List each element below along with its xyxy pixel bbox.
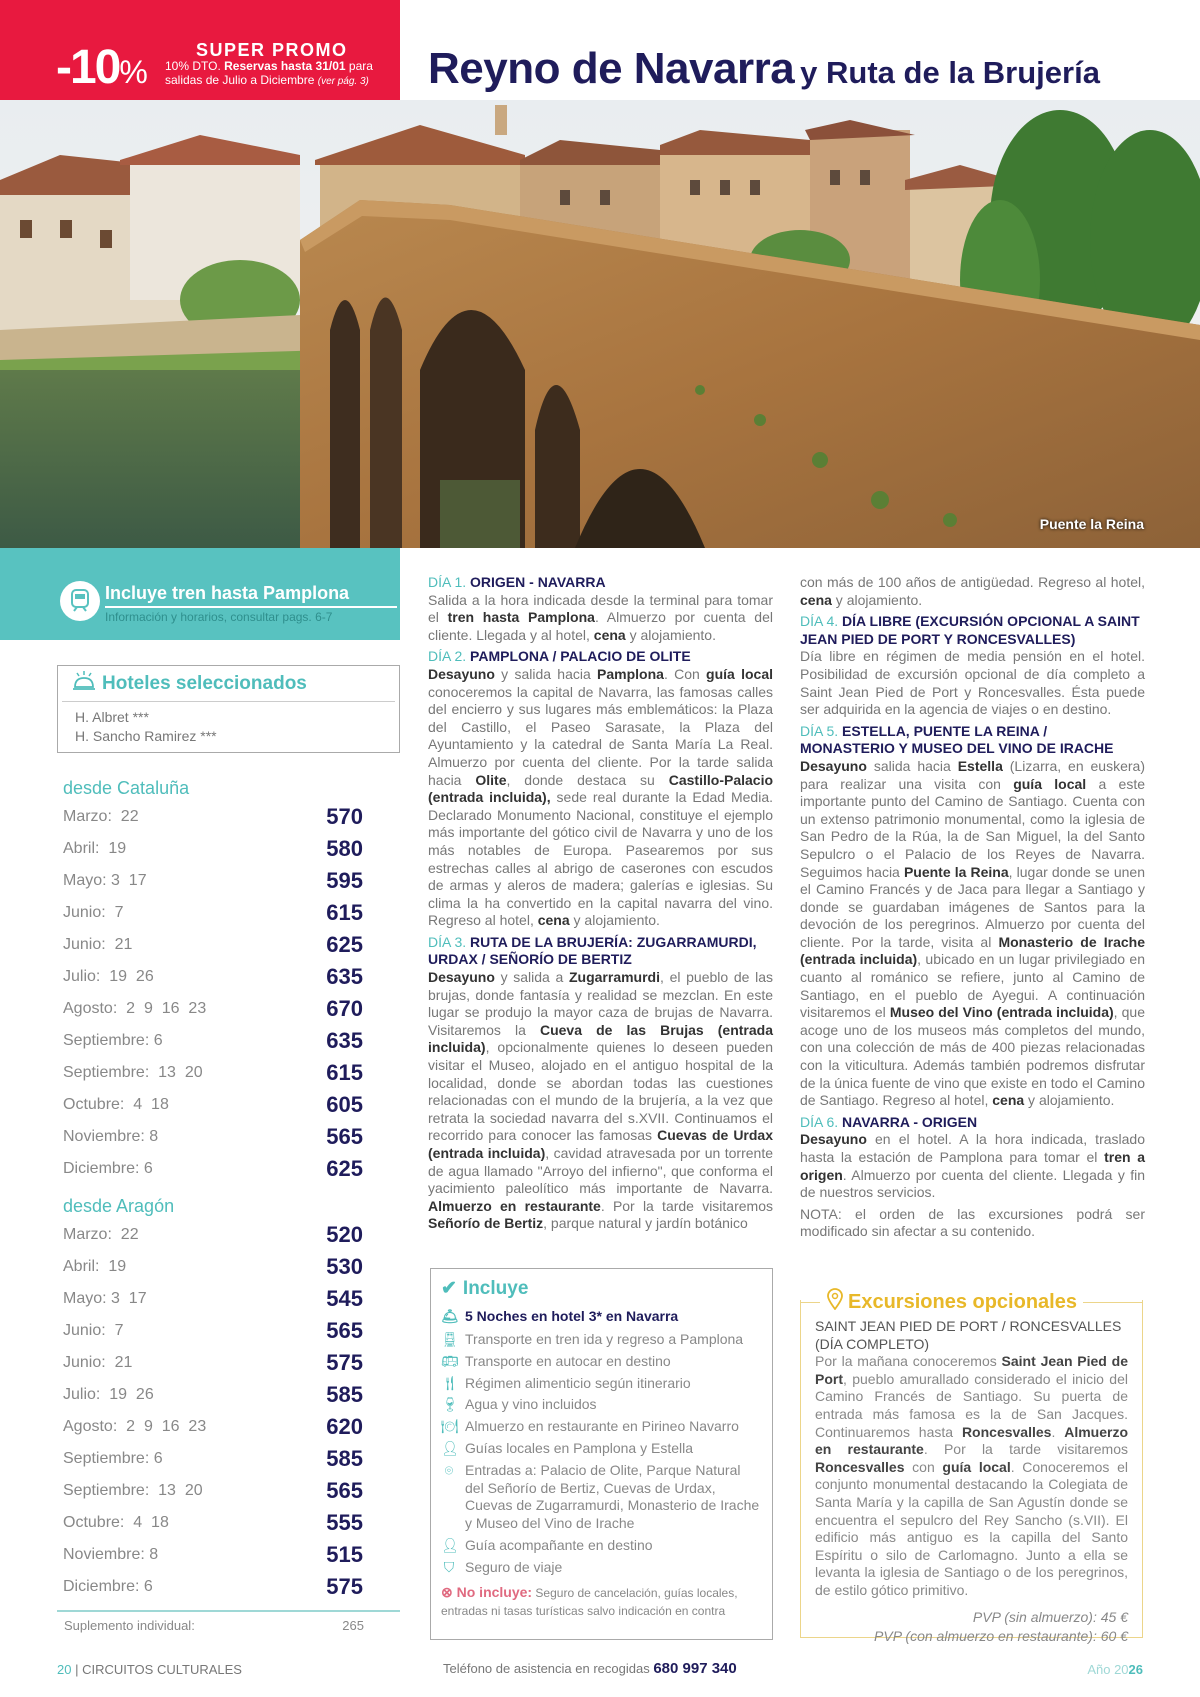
price: 555 bbox=[326, 1510, 363, 1535]
text-segment: y salida hacia bbox=[494, 665, 598, 682]
price: 575 bbox=[326, 1350, 363, 1375]
excursion-title: SAINT JEAN PIED DE PORT / RONCESVALLES (DÍA COMPLETO) bbox=[815, 1318, 1122, 1352]
price-row bbox=[63, 1539, 363, 1571]
price: 625 bbox=[326, 1156, 363, 1181]
shield-icon: ⛉ bbox=[443, 1558, 455, 1575]
text-segment: Por la mañana conoceremos bbox=[815, 1353, 1002, 1370]
price: 545 bbox=[326, 1286, 363, 1311]
text-segment: y salida a bbox=[494, 969, 569, 986]
text-segment: . Por la tarde visitaremos bbox=[923, 1441, 1128, 1458]
day-number: DÍA 5. bbox=[800, 722, 839, 739]
text-segment: con bbox=[904, 1458, 943, 1475]
highlight-text: Roncesvalles bbox=[815, 1458, 905, 1475]
discount-value: -10 bbox=[56, 41, 120, 94]
highlight-text: tren a origen bbox=[800, 1149, 1145, 1183]
day-title: ORIGEN - NAVARRA bbox=[466, 574, 606, 590]
price: 575 bbox=[326, 1574, 363, 1599]
guide-icon: 👤︎ bbox=[441, 1439, 459, 1456]
train-icon: 🚆︎ bbox=[441, 1331, 459, 1347]
price: 635 bbox=[326, 1028, 363, 1053]
departure-dates: Marzo: 22 bbox=[63, 1226, 139, 1243]
train-icon bbox=[60, 581, 100, 621]
price-region-title: desde Cataluña bbox=[63, 778, 190, 798]
day-description bbox=[428, 592, 773, 645]
x-circle-icon: ⊗ bbox=[441, 1583, 457, 1600]
included-item-text: Almuerzo en restaurante en Pirineo Navarro bbox=[465, 1418, 739, 1435]
year bbox=[1087, 1662, 1143, 1677]
price: 585 bbox=[326, 1382, 363, 1407]
included-item bbox=[441, 1440, 762, 1458]
supplement-value: 265 bbox=[342, 1618, 364, 1633]
day-title: DÍA LIBRE (EXCURSIÓN OPCIONAL A SAINT JEAN PIED DE PORT Y RONCESVALLES) bbox=[800, 613, 1140, 647]
reception-bell-icon bbox=[72, 670, 96, 698]
price: 515 bbox=[326, 1542, 363, 1567]
departure-dates: Junio: 7 bbox=[63, 904, 124, 921]
price: 595 bbox=[326, 868, 363, 893]
optional-excursions-box bbox=[800, 1300, 1143, 1644]
highlight-text: Pamplona bbox=[597, 665, 664, 682]
selected-hotels-box bbox=[57, 665, 400, 753]
price-row bbox=[63, 865, 363, 897]
price-row bbox=[63, 1507, 363, 1539]
text-segment: , que acoge uno de los museos más completos del mundo, con una colección de más de 400 piezas relacionadas con la viticultura. Además también podremos disfrutar de la única fuente de vino que existe en todo el Camino de Santiago. Regreso al hotel, bbox=[800, 1004, 1146, 1109]
text-segment: con más de 100 años de antigüedad. Regreso al hotel, bbox=[800, 574, 1145, 590]
highlight-text: cena bbox=[800, 591, 832, 608]
price: 605 bbox=[326, 1092, 363, 1117]
text-segment: salida hacia bbox=[866, 757, 958, 774]
location-pin-icon: ⌾ bbox=[444, 1461, 454, 1478]
phone-number: 680 997 340 bbox=[653, 1660, 737, 1677]
not-included bbox=[441, 1583, 762, 1620]
text-segment: (Lizarra, en euskera) para realizar una visita con bbox=[800, 757, 1145, 792]
day-heading bbox=[800, 613, 1145, 648]
price-row bbox=[63, 1475, 363, 1507]
text-segment: , el pueblo de las brujas, donde fantasía y realidad se mezclan. En este lugar se produjo la mayor caza de brujas de Navarra. Visitaremos la bbox=[428, 969, 773, 1038]
promo-deadline: Reservas hasta 31/01 bbox=[224, 59, 346, 73]
highlight-text: Señorío de Bertiz bbox=[428, 1215, 544, 1232]
price: 565 bbox=[326, 1478, 363, 1503]
highlight-text: Almuerzo en restaurante bbox=[428, 1197, 601, 1214]
wine-glass-icon: 🍷︎ bbox=[441, 1396, 459, 1413]
price-row bbox=[63, 1121, 363, 1153]
highlight-text: tren hasta Pamplona bbox=[447, 609, 595, 626]
highlight-text: Puente la Reina bbox=[903, 863, 1009, 880]
price: 620 bbox=[326, 1414, 363, 1439]
price-row bbox=[63, 1411, 363, 1443]
day-heading bbox=[428, 648, 773, 666]
departure-dates: Marzo: 22 bbox=[63, 808, 139, 825]
day-description bbox=[428, 666, 773, 930]
highlight-text: Zugarramurdi bbox=[568, 969, 660, 986]
text-segment: , lugar donde se unen el Camino Francés y de Jaca para llegar a Santiago y donde se guardaban imágenes de Santos para la devoción de los peregrinos. Almuerzo por cuenta del cliente. Por la tarde, visita al bbox=[800, 863, 1145, 950]
included-item-text: Transporte en tren ida y regreso a Pamplona bbox=[465, 1331, 744, 1347]
day-number: DÍA 1. bbox=[428, 574, 467, 590]
highlight-text: Desayuno bbox=[800, 757, 867, 774]
page-number-section: 20 | CIRCUITOS CULTURALES bbox=[57, 1662, 242, 1677]
text-segment: . Conoceremos el conjunto monumental destacando la Colegiata de Santa María y la capilla de San Agustín donde se encuentra el sepulcro del Rey Sancho (s.VII). El edificio más antiguo es la capilla del Santo Espíritu o silo de Carlomagno. Junto a ella se levanta la iglesia de Santiago o de los peregrinos, de estilo gótico primitivo. bbox=[815, 1458, 1128, 1598]
bus-icon: 🚌︎ bbox=[441, 1352, 459, 1369]
highlight-text: cena bbox=[593, 626, 626, 643]
price-without-lunch: PVP (sin almuerzo): 45 € bbox=[972, 1608, 1128, 1625]
promo-line-1 bbox=[165, 59, 373, 73]
day-heading bbox=[800, 1114, 1145, 1132]
departure-dates: Diciembre: 6 bbox=[63, 1578, 153, 1595]
price: 670 bbox=[326, 996, 363, 1021]
promo-text: salidas de Julio a Diciembre bbox=[165, 73, 318, 87]
price-row bbox=[63, 1283, 363, 1315]
text-segment: en el hotel. A la hora indicada, traslado hasta la estación de Pamplona para tomar el bbox=[800, 1131, 1145, 1165]
hotels-title: Hoteles seleccionados bbox=[102, 672, 307, 694]
price: 615 bbox=[326, 900, 363, 925]
title-main: Reyno de Navarra bbox=[428, 44, 795, 93]
excursions-title: Excursiones opcionales bbox=[848, 1290, 1077, 1313]
day-description bbox=[800, 1206, 1145, 1241]
not-included-text: Seguro de cancelación, guías locales, entradas ni tasas turísticas salvo indicación en contra bbox=[441, 1585, 738, 1618]
day-description bbox=[428, 969, 773, 1233]
day-number: DÍA 4. bbox=[800, 613, 839, 630]
price-row bbox=[63, 961, 363, 993]
included-item bbox=[441, 1375, 762, 1393]
highlight-text: Cueva de las Brujas (entrada incluida) bbox=[428, 1021, 774, 1056]
highlight-text: guía local bbox=[942, 1458, 1011, 1475]
departure-dates: Agosto: 2 9 16 23 bbox=[63, 1418, 207, 1435]
price-row bbox=[63, 897, 363, 929]
title-sub: y Ruta de la Brujería bbox=[800, 55, 1100, 90]
day-title: RUTA DE LA BRUJERÍA: ZUGARRAMURDI, URDAX / SEÑORÍO DE BERTIZ bbox=[428, 933, 757, 968]
highlight-text: Museo del Vino (entrada incluida) bbox=[889, 1004, 1114, 1021]
included-item-text: Entradas a: Palacio de Olite, Parque Natural del Señorío de Bertiz, Cuevas de Urdax, Cuevas de Zugarramurdi, Monasterio de Irache y Museo del Vino de Irache bbox=[465, 1461, 760, 1532]
day-title: ESTELLA, PUENTE LA REINA / MONASTERIO Y MUSEO DEL VINO DE IRACHE bbox=[800, 722, 1114, 757]
promo-line-2 bbox=[165, 73, 369, 87]
price-row bbox=[63, 1153, 363, 1185]
text-segment: . Almuerzo por cuenta del cliente. Llegada y al hotel, bbox=[428, 609, 773, 643]
price: 530 bbox=[326, 1254, 363, 1279]
cutlery-icon: 🍴︎ bbox=[441, 1374, 459, 1391]
departure-dates: Noviembre: 8 bbox=[63, 1128, 159, 1145]
promo-label: SUPER PROMO bbox=[196, 40, 348, 60]
text-segment: y alojamiento. bbox=[569, 912, 660, 929]
departure-dates: Septiembre: 6 bbox=[63, 1032, 163, 1049]
train-included-banner bbox=[0, 548, 400, 640]
itinerary-column-2 bbox=[800, 574, 1145, 1245]
text-segment: conoceremos la capital de Navarra, las famosas calles del encierro y sus lugares más emblemáticos: la Plaza del Castillo, el Paseo Sarasate, la Plaza del Ayuntamiento y la catedral de Santa María La Real. Almuerzo por cuenta del cliente. Por la tarde salida hacia bbox=[428, 683, 773, 788]
included-item bbox=[441, 1353, 762, 1371]
price-row bbox=[63, 1347, 363, 1379]
departure-dates: Octubre: 4 18 bbox=[63, 1096, 169, 1113]
price-row bbox=[63, 1571, 363, 1603]
included-item bbox=[441, 1559, 762, 1577]
hotel-item: H. Albret *** bbox=[75, 709, 149, 725]
price-row bbox=[63, 1251, 363, 1283]
text-segment: Día libre en régimen de media pensión en el hotel. Posibilidad de excursión opcional de día completo a Saint Jean Pied de Port y Roncesvalles. Ésta puede ser adquirida en la agencia de viajes o en destino. bbox=[800, 648, 1145, 718]
day-description bbox=[800, 758, 1145, 1110]
text-segment: , ubicado en un lugar privilegiado en cuanto al románico se refiere, junto al Camino de Santiago, en el pueblo de Ayegui. A continuación visitaremos el bbox=[800, 951, 1146, 1021]
percent-sign: % bbox=[119, 54, 148, 90]
day-title: NAVARRA - ORIGEN bbox=[838, 1113, 978, 1130]
departure-dates: Junio: 7 bbox=[63, 1322, 124, 1339]
departure-dates: Septiembre: 13 20 bbox=[63, 1064, 203, 1081]
departure-dates: Septiembre: 13 20 bbox=[63, 1482, 203, 1499]
reception-bell-icon: 🛎︎ bbox=[441, 1308, 459, 1324]
photo-caption: Puente la Reina bbox=[1039, 516, 1144, 532]
departure-dates: Octubre: 4 18 bbox=[63, 1514, 169, 1531]
assistance-phone bbox=[443, 1660, 737, 1677]
text-segment: . Por la tarde visitaremos bbox=[600, 1197, 773, 1214]
price-row bbox=[63, 833, 363, 865]
price-region-title: desde Aragón bbox=[63, 1196, 175, 1216]
price: 565 bbox=[326, 1318, 363, 1343]
text-segment: NOTA: el orden de las excursiones podrá ser modificado sin afectar a su contenido. bbox=[800, 1205, 1145, 1240]
text-segment: , pueblo amurallado considerado el inicio del Camino Francés de Santiago. Su puerta de entrada más famosa es la de San Jacques. Continuaremos hasta bbox=[815, 1370, 1128, 1440]
text-segment: y alojamiento. bbox=[625, 626, 716, 643]
departure-dates: Junio: 21 bbox=[63, 936, 133, 953]
includes-title: Incluye bbox=[462, 1277, 529, 1299]
text-segment: . Con bbox=[663, 665, 707, 682]
day-heading bbox=[800, 723, 1145, 758]
includes-main-item: 5 Noches en hotel 3* en Navarra bbox=[465, 1308, 679, 1324]
price: 625 bbox=[326, 932, 363, 957]
included-item bbox=[441, 1537, 762, 1555]
plate-icon: 🍽︎ bbox=[441, 1418, 459, 1435]
included-item-text: Agua y vino incluidos bbox=[465, 1396, 597, 1413]
included-item bbox=[441, 1331, 762, 1349]
highlight-text: guía local bbox=[706, 665, 773, 682]
hotel-item: H. Sancho Ramirez *** bbox=[75, 728, 217, 744]
highlight-text: guía local bbox=[1013, 775, 1087, 792]
day-description bbox=[800, 574, 1145, 609]
price-row bbox=[63, 1025, 363, 1057]
included-item-text: Régimen alimenticio según itinerario bbox=[465, 1374, 691, 1391]
highlight-text: Roncesvalles bbox=[961, 1423, 1052, 1440]
day-description bbox=[800, 1131, 1145, 1201]
price-row bbox=[63, 1057, 363, 1089]
text-segment: , opcionalmente quienes lo deseen pueden visitar el Museo, alojado en el antiguo hospital de la localidad, donde se abordan todas las cuestiones relacionadas con el mundo de la brujería, a la vez que retrata la sociedad navarra del s.XVII. Continuamos el recorrido para conocer las famosas bbox=[428, 1039, 773, 1144]
departure-dates: Septiembre: 6 bbox=[63, 1450, 163, 1467]
departure-dates: Julio: 19 26 bbox=[63, 968, 154, 985]
price-row bbox=[63, 1315, 363, 1347]
price: 635 bbox=[326, 964, 363, 989]
highlight-text: Saint Jean Pied de Port bbox=[815, 1353, 1129, 1387]
departure-dates: Julio: 19 26 bbox=[63, 1386, 154, 1403]
text-segment: . bbox=[1051, 1423, 1065, 1440]
highlight-text: Monasterio de Irache (entrada incluida) bbox=[800, 933, 1145, 968]
divider bbox=[57, 1610, 400, 1612]
highlight-text: Almuerzo en restaurante bbox=[815, 1423, 1128, 1458]
departure-dates: Noviembre: 8 bbox=[63, 1546, 159, 1563]
price: 615 bbox=[326, 1060, 363, 1085]
highlight-text: Castillo-Palacio (entrada incluida), bbox=[428, 771, 774, 806]
day-heading bbox=[428, 574, 773, 592]
departure-dates: Abril: 19 bbox=[63, 1258, 127, 1275]
guide-icon: 👤︎ bbox=[441, 1536, 459, 1553]
departure-dates: Mayo: 3 17 bbox=[63, 872, 147, 889]
page-number: 20 bbox=[57, 1662, 72, 1677]
text-segment: , parque natural y jardín botánico bbox=[543, 1215, 748, 1232]
promo-text: para bbox=[345, 59, 373, 73]
highlight-text: Olite bbox=[475, 771, 507, 788]
train-title: Incluye tren hasta Pamplona bbox=[105, 583, 350, 603]
single-supplement bbox=[64, 1618, 364, 1633]
highlight-text: Desayuno bbox=[800, 1131, 867, 1148]
price: 570 bbox=[326, 804, 363, 829]
departure-dates: Diciembre: 6 bbox=[63, 1160, 153, 1177]
day-description bbox=[800, 648, 1145, 718]
year-suffix: 26 bbox=[1128, 1662, 1143, 1677]
included-item bbox=[441, 1462, 762, 1533]
check-icon: ✔ bbox=[441, 1278, 457, 1299]
discount bbox=[56, 41, 148, 96]
day-number: DÍA 3. bbox=[428, 933, 467, 950]
highlight-text: Cuevas de Urdax (entrada incluida) bbox=[428, 1127, 774, 1161]
includes-box bbox=[430, 1268, 773, 1640]
text-segment: , donde destaca su bbox=[506, 771, 669, 788]
departure-dates: Abril: 19 bbox=[63, 840, 127, 857]
highlight-text: cena bbox=[992, 1092, 1025, 1109]
price-row bbox=[63, 1379, 363, 1411]
price-with-lunch: PVP (con almuerzo en restaurante): 60 € bbox=[874, 1627, 1128, 1644]
departure-dates: Junio: 21 bbox=[63, 1354, 133, 1371]
day-number: DÍA 6. bbox=[800, 1113, 839, 1130]
section-name: CIRCUITOS CULTURALES bbox=[82, 1662, 242, 1677]
train-subtitle: Información y horarios, consultar pags. 6-7 bbox=[105, 610, 333, 624]
year-prefix: Año 20 bbox=[1087, 1662, 1129, 1677]
departure-dates: Mayo: 3 17 bbox=[63, 1290, 147, 1307]
promo-page-ref: (ver pág. 3) bbox=[317, 76, 369, 87]
included-item bbox=[441, 1418, 762, 1436]
included-item-text: Seguro de viaje bbox=[465, 1558, 563, 1575]
supplement-label: Suplemento individual: bbox=[64, 1618, 195, 1633]
text-segment: , cavidad atravesada por un torrente de agua llamado "Arroyo del infierno", que conforma el yacimiento paleolítico más importante de Navarra. bbox=[428, 1145, 773, 1197]
departure-dates: Agosto: 2 9 16 23 bbox=[63, 1000, 207, 1017]
included-item bbox=[441, 1396, 762, 1414]
text-segment: Salida a la hora indicada desde la terminal para tomar el bbox=[428, 591, 773, 626]
text-segment: y alojamiento. bbox=[1024, 1092, 1115, 1109]
itinerary-column-1 bbox=[428, 574, 773, 1237]
day-number: DÍA 2. bbox=[428, 648, 467, 665]
price-row bbox=[63, 1089, 363, 1121]
price-row bbox=[63, 801, 363, 833]
price: 565 bbox=[326, 1124, 363, 1149]
promo-text: 10% DTO. bbox=[165, 59, 225, 73]
price-row bbox=[63, 993, 363, 1025]
text-segment: sede real durante la Edad Media. Declarado Monumento Nacional, constituye el ejemplo más importante del gótico civil de Navarra y uno de los más notables de Europa. Pasearemos por sus estrechas calles al abrigo de caserones con escudos de armas y aleros de madera; galerías e iglesias. Su clima la ha convertido en la capital navarra del vino. Regreso al hotel, bbox=[428, 789, 774, 929]
price-row bbox=[63, 1219, 363, 1251]
included-item-text: Guías locales en Pamplona y Estella bbox=[465, 1439, 694, 1456]
highlight-text: Desayuno bbox=[428, 969, 495, 986]
price-row bbox=[63, 929, 363, 961]
included-item-text: Transporte en autocar en destino bbox=[465, 1352, 671, 1369]
not-included-label: No incluye: bbox=[456, 1583, 533, 1600]
included-item-text: Guía acompañante en destino bbox=[465, 1536, 653, 1553]
day-heading bbox=[428, 934, 773, 969]
price: 520 bbox=[326, 1222, 363, 1247]
page-title bbox=[428, 44, 1100, 94]
price-row bbox=[63, 1443, 363, 1475]
text-segment: . Almuerzo por cuenta del cliente. Llegada y fin de nuestros servicios. bbox=[800, 1166, 1145, 1201]
price: 580 bbox=[326, 836, 363, 861]
phone-label: Teléfono de asistencia en recogidas bbox=[443, 1661, 654, 1676]
day-title: PAMPLONA / PALACIO DE OLITE bbox=[466, 648, 691, 665]
divider bbox=[105, 606, 397, 608]
highlight-text: Estella bbox=[957, 757, 1003, 774]
price: 585 bbox=[326, 1446, 363, 1471]
highlight-text: Desayuno bbox=[428, 665, 495, 682]
highlight-text: cena bbox=[537, 912, 570, 929]
text-segment: a este importante punto del Camino de Santiago. Cuenta con un extenso patrimonio monumental, como la iglesia de San Pedro de la Rúa, la de San Miguel, la del Santo Sepulcro o el Palacio de los Reyes de Navarra. Seguimos hacia bbox=[800, 775, 1146, 880]
super-promo-banner bbox=[0, 0, 400, 100]
excursion-description bbox=[815, 1353, 1128, 1599]
photo-puente-la-reina bbox=[0, 100, 1200, 548]
text-segment: y alojamiento. bbox=[831, 591, 923, 608]
